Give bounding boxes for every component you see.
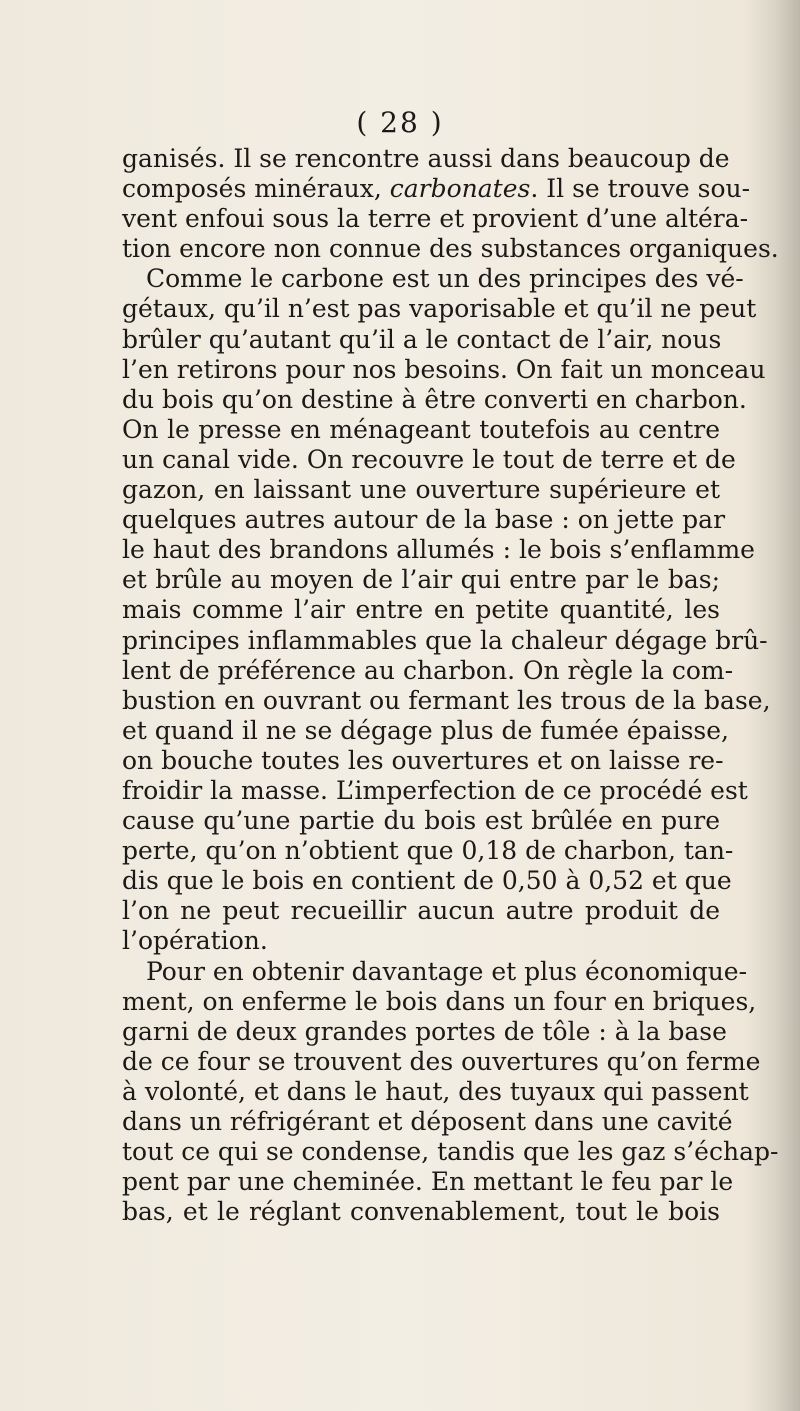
text-line: tion encore non connue des substances organiques. (122, 234, 779, 264)
text-line: de ce four se trouvent des ouvertures qu’on ferme (122, 1046, 761, 1076)
text-line: l’opération. (122, 926, 268, 956)
body-text (122, 144, 779, 1227)
page-number: ( 28 ) (356, 106, 444, 139)
text-line: bustion en ouvrant ou fermant les trous de la base, (122, 685, 771, 715)
text-line: mais comme l’air entre en petite quantité, les (122, 595, 720, 625)
text-line: dis que le bois en contient de 0,50 à 0,52 et que (122, 866, 732, 896)
text-line: du bois qu’on destine à être converti en charbon. (122, 384, 747, 414)
text-line: l’en retirons pour nos besoins. On fait un monceau (122, 354, 766, 384)
text-line: l’on ne peut recueillir aucun autre produit de (122, 896, 720, 926)
text-line: perte, qu’on n’obtient que 0,18 de charbon, tan- (122, 836, 734, 866)
text-line: et quand il ne se dégage plus de fumée épaisse, (122, 715, 729, 745)
text-line: On le presse en ménageant toutefois au centre (122, 414, 720, 444)
text-line: un canal vide. On recouvre le tout de terre et de (122, 444, 736, 474)
text-line: dans un réfrigérant et déposent dans une cavité (122, 1107, 733, 1136)
text-line: tout ce qui se condense, tandis que les gaz s’échap- (122, 1137, 779, 1167)
text-line: bas, et le réglant convenablement, tout le bois (122, 1197, 720, 1227)
text-line: vent enfoui sous la terre et provient d’une altéra- (122, 204, 749, 234)
text-line: garni de deux grandes portes de tôle : à la base (122, 1016, 727, 1046)
text-line: composés minéraux, carbonates. Il se trouve sou- (122, 174, 751, 204)
text-line: ganisés. Il se rencontre aussi dans beaucoup de (122, 144, 730, 173)
text-line: principes inflammables que la chaleur dégage brû- (122, 625, 768, 655)
text-line: froidir la masse. L’imperfection de ce procédé est (122, 775, 748, 805)
text-line: on bouche toutes les ouvertures et on laisse re- (122, 745, 724, 775)
text-line: gazon, en laissant une ouverture supérieure et (122, 475, 720, 505)
text-line: brûler qu’autant qu’il a le contact de l’air, nous (122, 324, 722, 354)
text-line: pent par une cheminée. En mettant le feu par le (122, 1167, 734, 1197)
text-line: ment, on enferme le bois dans un four en briques, (122, 986, 757, 1016)
text-line: gétaux, qu’il n’est pas vaporisable et qu’il ne peut (122, 294, 757, 324)
text-line: et brûle au moyen de l’air qui entre par le bas; (122, 565, 720, 595)
text-line: à volonté, et dans le haut, des tuyaux qui passent (122, 1076, 749, 1106)
paragraph-start-line: Pour en obtenir davantage et plus économique- (146, 956, 748, 986)
text-line: quelques autres autour de la base : on jette par (122, 505, 726, 535)
text-line: le haut des brandons allumés : le bois s’enflamme (122, 535, 755, 565)
text-line: lent de préférence au charbon. On règle la com- (122, 655, 734, 685)
paragraph-start-line: Comme le carbone est un des principes des vé- (146, 264, 744, 294)
text-line: cause qu’une partie du bois est brûlée en pure (122, 806, 720, 836)
